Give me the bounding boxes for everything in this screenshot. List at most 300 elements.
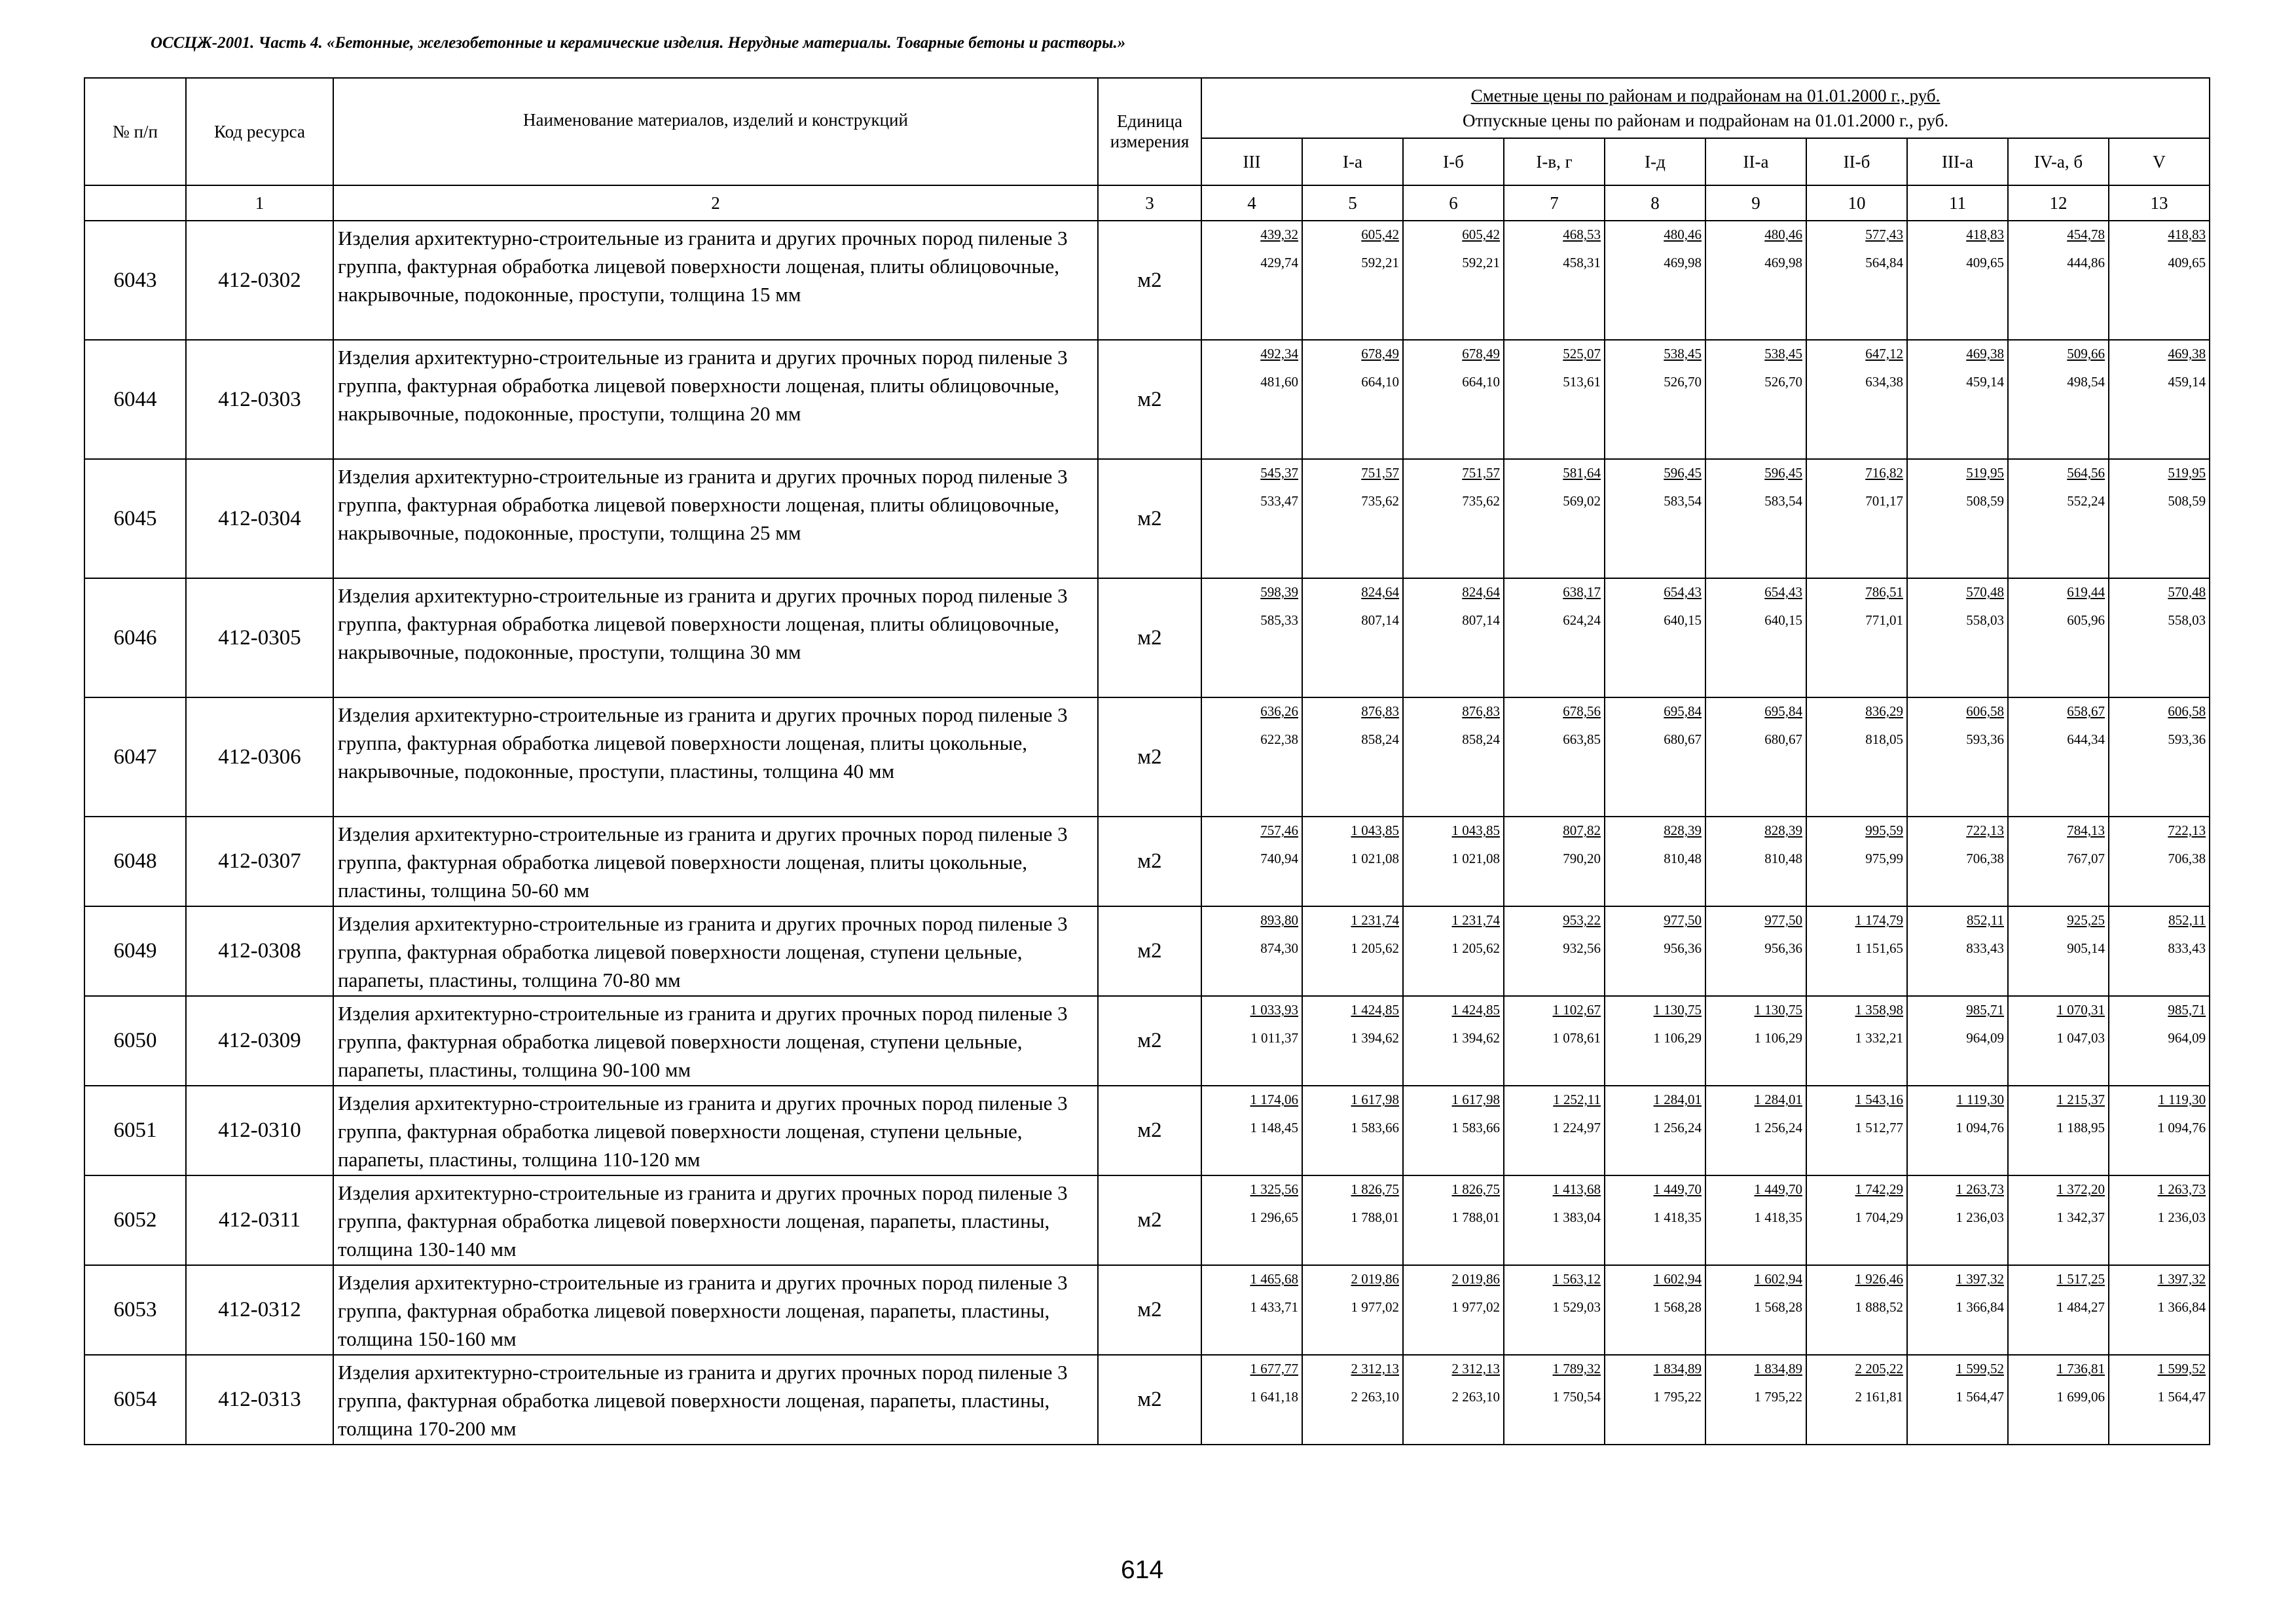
column-number: 10 — [1806, 185, 1907, 221]
release-price: 680,67 — [1664, 731, 1702, 747]
estimate-price: 977,50 — [1664, 912, 1702, 928]
release-price: 2 263,10 — [1351, 1389, 1399, 1405]
release-price: 593,36 — [1966, 731, 2004, 747]
release-price: 1 366,84 — [1956, 1299, 2004, 1315]
release-price: 706,38 — [2168, 851, 2206, 866]
estimate-price: 852,11 — [2168, 912, 2206, 928]
resource-code: 412-0310 — [186, 1086, 333, 1175]
estimate-price: 678,49 — [1462, 346, 1500, 361]
estimate-price: 786,51 — [1865, 584, 1903, 600]
price-cell — [1907, 817, 2008, 906]
estimate-price: 1 602,94 — [1653, 1271, 1702, 1287]
estimate-price: 828,39 — [1664, 822, 1702, 838]
price-cell — [2008, 459, 2109, 578]
page-number: 614 — [1121, 1556, 1164, 1584]
release-price: 1 021,08 — [1351, 851, 1399, 866]
price-cell — [2008, 1175, 2109, 1265]
release-price: 1 094,76 — [2157, 1120, 2206, 1135]
header-region: I-в, г — [1504, 138, 1605, 185]
estimate-price: 605,42 — [1361, 227, 1399, 242]
estimate-price: 605,42 — [1462, 227, 1500, 242]
price-cell — [1403, 221, 1504, 340]
table-row — [84, 697, 2210, 817]
release-price: 585,33 — [1260, 612, 1298, 628]
estimate-price: 836,29 — [1865, 703, 1903, 719]
estimate-price: 638,17 — [1563, 584, 1601, 600]
header-price-group — [1201, 78, 2210, 138]
release-price: 1 383,04 — [1552, 1209, 1601, 1225]
estimate-price: 581,64 — [1563, 465, 1601, 481]
unit-cell: м2 — [1098, 697, 1201, 817]
header-region: I-д — [1605, 138, 1705, 185]
price-cell — [1201, 340, 1302, 459]
estimate-price: 654,43 — [1664, 584, 1702, 600]
estimate-price: 1 358,98 — [1855, 1002, 1903, 1018]
price-cell — [1201, 221, 1302, 340]
price-cell — [2109, 906, 2210, 996]
estimate-price: 1 372,20 — [2056, 1181, 2105, 1197]
release-price: 569,02 — [1563, 493, 1601, 509]
price-cell — [1201, 1086, 1302, 1175]
price-cell — [1201, 906, 1302, 996]
price-cell — [1806, 340, 1907, 459]
release-price: 735,62 — [1361, 493, 1399, 509]
price-cell — [1705, 817, 1806, 906]
release-price: 1 977,02 — [1351, 1299, 1399, 1315]
release-price: 1 342,37 — [2056, 1209, 2105, 1225]
price-cell — [1705, 578, 1806, 697]
price-cell — [1403, 578, 1504, 697]
row-number: 6054 — [84, 1355, 186, 1445]
price-cell — [2008, 697, 2109, 817]
price-cell — [1201, 459, 1302, 578]
price-cell — [1907, 996, 2008, 1086]
release-price: 526,70 — [1764, 374, 1802, 390]
column-number — [84, 185, 186, 221]
price-cell — [1605, 1265, 1705, 1355]
price-cell — [1605, 1175, 1705, 1265]
release-price: 526,70 — [1664, 374, 1702, 390]
price-cell — [1403, 1086, 1504, 1175]
resource-code: 412-0313 — [186, 1355, 333, 1445]
price-cell — [1403, 459, 1504, 578]
release-price: 1 788,01 — [1351, 1209, 1399, 1225]
estimate-price: 492,34 — [1260, 346, 1298, 361]
price-cell — [2008, 906, 2109, 996]
release-price: 1 704,29 — [1855, 1209, 1903, 1225]
estimate-price: 570,48 — [1966, 584, 2004, 600]
table-row — [84, 1355, 2210, 1445]
release-price: 558,03 — [2168, 612, 2206, 628]
estimate-price: 807,82 — [1563, 822, 1601, 838]
price-cell — [1504, 996, 1605, 1086]
table-row — [84, 906, 2210, 996]
estimate-price: 519,95 — [1966, 465, 2004, 481]
table-row — [84, 1175, 2210, 1265]
resource-code: 412-0302 — [186, 221, 333, 340]
release-price: 1 188,95 — [2056, 1120, 2105, 1135]
estimate-price: 1 465,68 — [1250, 1271, 1298, 1287]
row-number: 6052 — [84, 1175, 186, 1265]
column-number: 3 — [1098, 185, 1201, 221]
estimate-price: 824,64 — [1462, 584, 1500, 600]
estimate-price: 1 119,30 — [1956, 1092, 2004, 1107]
price-cell — [1302, 459, 1403, 578]
estimate-price: 1 252,11 — [1553, 1092, 1601, 1107]
unit-cell: м2 — [1098, 1355, 1201, 1445]
estimate-price: 1 130,75 — [1653, 1002, 1702, 1018]
column-number-row — [84, 185, 2210, 221]
release-price: 964,09 — [2168, 1030, 2206, 1046]
estimate-price: 716,82 — [1865, 465, 1903, 481]
estimate-price: 695,84 — [1664, 703, 1702, 719]
header-price-estimate: Сметные цены по районам и подрайонам на 01.01.2000 г., руб. — [1470, 86, 1941, 105]
estimate-price: 784,13 — [2067, 822, 2105, 838]
price-cell — [1806, 1355, 1907, 1445]
price-cell — [1806, 996, 1907, 1086]
material-name: Изделия архитектурно-строительные из гранита и других прочных пород пиленые 3 группа, фактурная обработка лицевой поверхности лощеная, ступени цельные, парапеты, пластины, толщина 110-120 мм — [333, 1086, 1098, 1175]
release-price: 1 106,29 — [1754, 1030, 1802, 1046]
unit-cell: м2 — [1098, 459, 1201, 578]
price-cell — [1201, 1265, 1302, 1355]
unit-cell: м2 — [1098, 578, 1201, 697]
release-price: 592,21 — [1462, 255, 1500, 270]
release-price: 533,47 — [1260, 493, 1298, 509]
estimate-price: 2 312,13 — [1451, 1361, 1500, 1376]
material-name: Изделия архитектурно-строительные из гранита и других прочных пород пиленые 3 группа, фактурная обработка лицевой поверхности лощеная, парапеты, пластины, толщина 170-200 мм — [333, 1355, 1098, 1445]
estimate-price: 1 043,85 — [1351, 822, 1399, 838]
estimate-price: 468,53 — [1563, 227, 1601, 242]
price-cell — [1907, 1086, 2008, 1175]
estimate-price: 722,13 — [2168, 822, 2206, 838]
estimate-price: 1 174,79 — [1855, 912, 1903, 928]
estimate-price: 678,49 — [1361, 346, 1399, 361]
material-name: Изделия архитектурно-строительные из гранита и других прочных пород пиленые 3 группа, фактурная обработка лицевой поверхности лощеная, плиты облицовочные, накрывочные, подоконные, проступи, толщина 25 мм — [333, 459, 1098, 578]
estimate-price: 828,39 — [1764, 822, 1802, 838]
price-cell — [2109, 578, 2210, 697]
resource-code: 412-0305 — [186, 578, 333, 697]
estimate-price: 985,71 — [1966, 1002, 2004, 1018]
price-cell — [1907, 697, 2008, 817]
release-price: 1 583,66 — [1451, 1120, 1500, 1135]
row-number: 6051 — [84, 1086, 186, 1175]
estimate-price: 577,43 — [1865, 227, 1903, 242]
estimate-price: 1 070,31 — [2056, 1002, 2105, 1018]
price-cell — [1504, 1355, 1605, 1445]
resource-code: 412-0312 — [186, 1265, 333, 1355]
release-price: 508,59 — [2168, 493, 2206, 509]
release-price: 1 078,61 — [1552, 1030, 1601, 1046]
unit-cell: м2 — [1098, 1175, 1201, 1265]
release-price: 1 205,62 — [1351, 940, 1399, 956]
estimate-price: 1 284,01 — [1754, 1092, 1802, 1107]
release-price: 1 394,62 — [1451, 1030, 1500, 1046]
price-cell — [1605, 817, 1705, 906]
price-cell — [1504, 578, 1605, 697]
header-price-release: Отпускные цены по районам и подрайонам на 01.01.2000 г., руб. — [1462, 111, 1949, 130]
release-price: 932,56 — [1563, 940, 1601, 956]
estimate-price: 1 424,85 — [1351, 1002, 1399, 1018]
price-cell — [1302, 906, 1403, 996]
column-number: 8 — [1605, 185, 1705, 221]
header-region: I-б — [1403, 138, 1504, 185]
estimate-price: 1 231,74 — [1351, 912, 1399, 928]
price-cell — [1806, 578, 1907, 697]
estimate-price: 439,32 — [1260, 227, 1298, 242]
price-cell — [1403, 340, 1504, 459]
price-cell — [2008, 340, 2109, 459]
release-price: 1 888,52 — [1855, 1299, 1903, 1315]
release-price: 1 047,03 — [2056, 1030, 2105, 1046]
price-cell — [1605, 340, 1705, 459]
estimate-price: 1 397,32 — [2157, 1271, 2206, 1287]
material-name: Изделия архитектурно-строительные из гранита и других прочных пород пиленые 3 группа, фактурная обработка лицевой поверхности лощеная, плиты облицовочные, накрывочные, подоконные, проступи, толщина 30 мм — [333, 578, 1098, 697]
estimate-price: 751,57 — [1361, 465, 1399, 481]
price-cell — [2109, 817, 2210, 906]
release-price: 664,10 — [1361, 374, 1399, 390]
estimate-price: 893,80 — [1260, 912, 1298, 928]
release-price: 1 148,45 — [1250, 1120, 1298, 1135]
column-number: 1 — [186, 185, 333, 221]
resource-code: 412-0307 — [186, 817, 333, 906]
estimate-price: 619,44 — [2067, 584, 2105, 600]
estimate-price: 1 263,73 — [1956, 1181, 2004, 1197]
estimate-price: 1 231,74 — [1451, 912, 1500, 928]
release-price: 2 161,81 — [1855, 1389, 1903, 1405]
price-cell — [2109, 1265, 2210, 1355]
price-cell — [1806, 906, 1907, 996]
price-cell — [1201, 996, 1302, 1086]
estimate-price: 596,45 — [1764, 465, 1802, 481]
header-code: Код ресурса — [186, 78, 333, 185]
header-region: II-а — [1705, 138, 1806, 185]
release-price: 905,14 — [2067, 940, 2105, 956]
unit-cell: м2 — [1098, 906, 1201, 996]
estimate-price: 1 284,01 — [1653, 1092, 1702, 1107]
column-number: 7 — [1504, 185, 1605, 221]
estimate-price: 1 742,29 — [1855, 1181, 1903, 1197]
price-cell — [1907, 1355, 2008, 1445]
estimate-price: 570,48 — [2168, 584, 2206, 600]
table-row — [84, 1265, 2210, 1355]
resource-code: 412-0308 — [186, 906, 333, 996]
price-cell — [1302, 1355, 1403, 1445]
material-name: Изделия архитектурно-строительные из гранита и других прочных пород пиленые 3 группа, фактурная обработка лицевой поверхности лощеная, плиты цокольные, пластины, толщина 50-60 мм — [333, 817, 1098, 906]
price-cell — [1201, 817, 1302, 906]
release-price: 1 750,54 — [1552, 1389, 1601, 1405]
release-price: 644,34 — [2067, 731, 2105, 747]
price-cell — [1605, 459, 1705, 578]
table-row — [84, 340, 2210, 459]
estimate-price: 469,38 — [1966, 346, 2004, 361]
row-number: 6043 — [84, 221, 186, 340]
resource-code: 412-0304 — [186, 459, 333, 578]
release-price: 564,84 — [1865, 255, 1903, 270]
header-region: IV-а, б — [2008, 138, 2109, 185]
row-number: 6044 — [84, 340, 186, 459]
resource-code: 412-0306 — [186, 697, 333, 817]
estimate-price: 1 826,75 — [1351, 1181, 1399, 1197]
estimate-price: 1 119,30 — [2158, 1092, 2206, 1107]
release-price: 956,36 — [1664, 940, 1702, 956]
price-table — [84, 77, 2210, 1445]
material-name: Изделия архитектурно-строительные из гранита и других прочных пород пиленые 3 группа, фактурная обработка лицевой поверхности лощеная, парапеты, пластины, толщина 130-140 мм — [333, 1175, 1098, 1265]
release-price: 767,07 — [2067, 851, 2105, 866]
estimate-price: 1 826,75 — [1451, 1181, 1500, 1197]
release-price: 1 256,24 — [1754, 1120, 1802, 1135]
estimate-price: 564,56 — [2067, 465, 2105, 481]
release-price: 1 106,29 — [1653, 1030, 1702, 1046]
price-cell — [1806, 459, 1907, 578]
release-price: 469,98 — [1764, 255, 1802, 270]
price-cell — [1302, 221, 1403, 340]
price-cell — [1907, 906, 2008, 996]
estimate-price: 1 926,46 — [1855, 1271, 1903, 1287]
release-price: 634,38 — [1865, 374, 1903, 390]
estimate-price: 678,56 — [1563, 703, 1601, 719]
resource-code: 412-0311 — [186, 1175, 333, 1265]
release-price: 1 151,65 — [1855, 940, 1903, 956]
release-price: 1 236,03 — [2157, 1209, 2206, 1225]
release-price: 593,36 — [2168, 731, 2206, 747]
price-cell — [1907, 1265, 2008, 1355]
release-price: 513,61 — [1563, 374, 1601, 390]
price-cell — [2109, 1355, 2210, 1445]
release-price: 818,05 — [1865, 731, 1903, 747]
price-cell — [1605, 906, 1705, 996]
estimate-price: 1 599,52 — [1956, 1361, 2004, 1376]
estimate-price: 1 325,56 — [1250, 1181, 1298, 1197]
estimate-price: 1 263,73 — [2157, 1181, 2206, 1197]
column-number: 6 — [1403, 185, 1504, 221]
column-number: 9 — [1705, 185, 1806, 221]
table-row — [84, 996, 2210, 1086]
price-cell — [2109, 1175, 2210, 1265]
estimate-price: 722,13 — [1966, 822, 2004, 838]
estimate-price: 538,45 — [1764, 346, 1802, 361]
estimate-price: 454,78 — [2067, 227, 2105, 242]
header-region: III-а — [1907, 138, 2008, 185]
unit-cell: м2 — [1098, 1086, 1201, 1175]
release-price: 807,14 — [1361, 612, 1399, 628]
price-cell — [1806, 1175, 1907, 1265]
header-region: III — [1201, 138, 1302, 185]
release-price: 1 564,47 — [2157, 1389, 2206, 1405]
estimate-price: 953,22 — [1563, 912, 1601, 928]
estimate-price: 1 043,85 — [1451, 822, 1500, 838]
estimate-price: 545,37 — [1260, 465, 1298, 481]
price-cell — [1705, 340, 1806, 459]
release-price: 810,48 — [1664, 851, 1702, 866]
price-cell — [2008, 1355, 2109, 1445]
release-price: 558,03 — [1966, 612, 2004, 628]
price-cell — [1806, 1265, 1907, 1355]
material-name: Изделия архитектурно-строительные из гранита и других прочных пород пиленые 3 группа, фактурная обработка лицевой поверхности лощеная, ступени цельные, парапеты, пластины, толщина 90-100 мм — [333, 996, 1098, 1086]
estimate-price: 1 517,25 — [2056, 1271, 2105, 1287]
header-region: V — [2109, 138, 2210, 185]
table-row — [84, 817, 2210, 906]
release-price: 1 568,28 — [1754, 1299, 1802, 1315]
column-number: 2 — [333, 185, 1098, 221]
release-price: 605,96 — [2067, 612, 2105, 628]
column-number: 11 — [1907, 185, 2008, 221]
estimate-price: 2 019,86 — [1451, 1271, 1500, 1287]
price-cell — [1403, 996, 1504, 1086]
estimate-price: 480,46 — [1764, 227, 1802, 242]
release-price: 1 433,71 — [1250, 1299, 1298, 1315]
price-cell — [2008, 996, 2109, 1086]
document-header: ОССЦЖ-2001. Часть 4. «Бетонные, железобетонные и керамические изделия. Нерудные материалы. Товарные бетоны и растворы.» — [151, 34, 1126, 52]
material-name: Изделия архитектурно-строительные из гранита и других прочных пород пиленые 3 группа, фактурная обработка лицевой поверхности лощеная, парапеты, пластины, толщина 150-160 мм — [333, 1265, 1098, 1355]
row-number: 6049 — [84, 906, 186, 996]
material-name: Изделия архитектурно-строительные из гранита и других прочных пород пиленые 3 группа, фактурная обработка лицевой поверхности лощеная, плиты облицовочные, накрывочные, подоконные, проступи, толщина 15 мм — [333, 221, 1098, 340]
header-unit: Единица измерения — [1098, 78, 1201, 185]
estimate-price: 876,83 — [1462, 703, 1500, 719]
release-price: 508,59 — [1966, 493, 2004, 509]
price-cell — [1504, 817, 1605, 906]
release-price: 833,43 — [2168, 940, 2206, 956]
release-price: 1 641,18 — [1250, 1389, 1298, 1405]
unit-cell: м2 — [1098, 340, 1201, 459]
estimate-price: 654,43 — [1764, 584, 1802, 600]
estimate-price: 519,95 — [2168, 465, 2206, 481]
estimate-price: 525,07 — [1563, 346, 1601, 361]
estimate-price: 1 130,75 — [1754, 1002, 1802, 1018]
release-price: 735,62 — [1462, 493, 1500, 509]
release-price: 458,31 — [1563, 255, 1601, 270]
price-cell — [2109, 340, 2210, 459]
estimate-price: 1 834,89 — [1754, 1361, 1802, 1376]
price-cell — [2109, 697, 2210, 817]
release-price: 444,86 — [2067, 255, 2105, 270]
price-cell — [1504, 221, 1605, 340]
price-cell — [1907, 221, 2008, 340]
price-cell — [1907, 459, 2008, 578]
release-price: 858,24 — [1361, 731, 1399, 747]
price-cell — [1504, 906, 1605, 996]
price-cell — [1403, 1175, 1504, 1265]
release-price: 1 366,84 — [2157, 1299, 2206, 1315]
release-price: 874,30 — [1260, 940, 1298, 956]
estimate-price: 925,25 — [2067, 912, 2105, 928]
release-price: 1 011,37 — [1250, 1030, 1298, 1046]
estimate-price: 636,26 — [1260, 703, 1298, 719]
estimate-price: 606,58 — [2168, 703, 2206, 719]
price-cell — [1201, 1355, 1302, 1445]
price-cell — [1605, 221, 1705, 340]
table-row — [84, 221, 2210, 340]
release-price: 429,74 — [1260, 255, 1298, 270]
release-price: 810,48 — [1764, 851, 1802, 866]
release-price: 975,99 — [1865, 851, 1903, 866]
release-price: 1 418,35 — [1653, 1209, 1702, 1225]
release-price: 1 094,76 — [1956, 1120, 2004, 1135]
price-cell — [1605, 996, 1705, 1086]
material-name: Изделия архитектурно-строительные из гранита и других прочных пород пиленые 3 группа, фактурная обработка лицевой поверхности лощеная, ступени цельные, парапеты, пластины, толщина 70-80 мм — [333, 906, 1098, 996]
material-name: Изделия архитектурно-строительные из гранита и других прочных пород пиленые 3 группа, фактурная обработка лицевой поверхности лощеная, плиты цокольные, накрывочные, подоконные, проступи, пластины, толщина 40 мм — [333, 697, 1098, 817]
price-cell — [2109, 221, 2210, 340]
price-cell — [1302, 1175, 1403, 1265]
estimate-price: 1 599,52 — [2157, 1361, 2206, 1376]
price-cell — [1705, 221, 1806, 340]
estimate-price: 1 563,12 — [1552, 1271, 1601, 1287]
price-cell — [1201, 697, 1302, 817]
estimate-price: 606,58 — [1966, 703, 2004, 719]
release-price: 1 021,08 — [1451, 851, 1500, 866]
price-cell — [1302, 996, 1403, 1086]
row-number: 6045 — [84, 459, 186, 578]
price-cell — [1806, 697, 1907, 817]
